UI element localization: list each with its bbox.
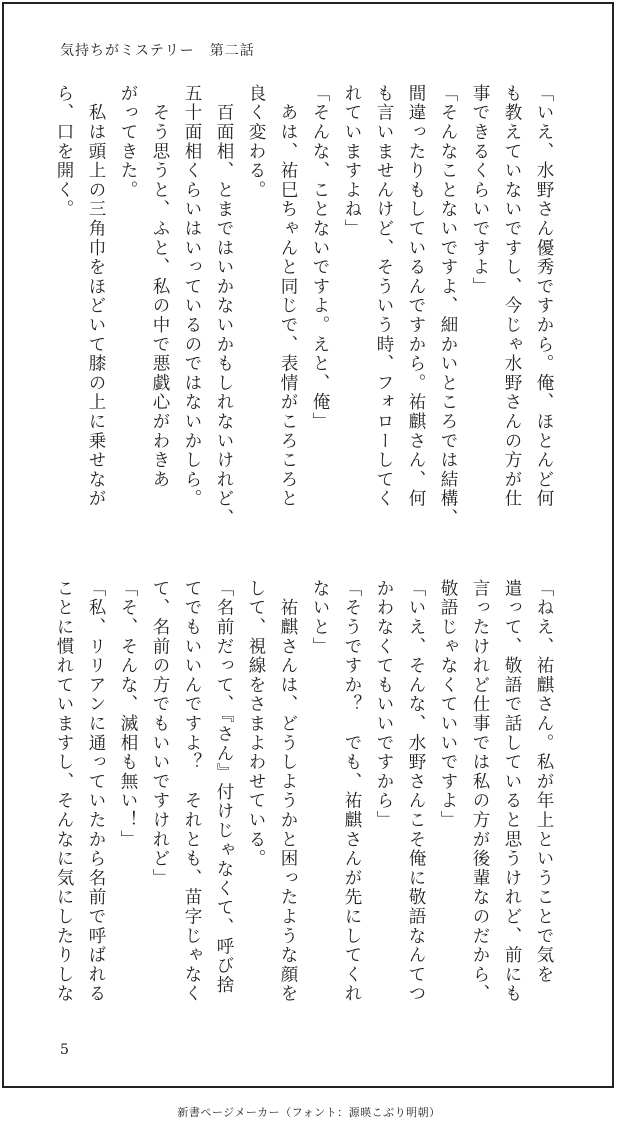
text-line: 「いえ、水野さん優秀ですから。俺、ほとんど何 (534, 84, 554, 509)
text-line: 私は頭上の三角巾をほどいて膝の上に乗せなが (86, 84, 106, 509)
page-number: 5 (60, 1042, 69, 1058)
text-line: れていますよね」 (342, 84, 362, 239)
text-line: 遣って、敬語で話していると思うけれど、前にも (502, 579, 522, 1004)
text-line: あは、祐巳ちゃんと同じで、表情がころころと (278, 84, 298, 509)
lower-text-block (48, 579, 560, 1019)
text-line: てでもいいんですよ？ それとも、苗字じゃなく (182, 579, 202, 1004)
text-line: 良く変わる。 (246, 84, 266, 200)
footer-credit: 新書ページメーカー（フォント：源暎こぶり明朝） (177, 1106, 441, 1119)
text-line: 「そんなことないですよ、細かいところでは結構、 (438, 84, 458, 528)
text-line: 事できるくらいですよ」 (470, 84, 490, 297)
page-frame (2, 2, 614, 1088)
text-line: 五十面相くらいはいっているのではないかしら。 (182, 84, 202, 509)
text-line: も教えていないですし、今じゃ水野さんの方が仕 (502, 84, 522, 509)
text-line: ないと」 (310, 579, 330, 657)
page-title: 気持ちがミステリー 第二話 (60, 43, 255, 59)
text-line: 「私、リリアンに通っていたから名前で呼ばれる (86, 579, 106, 1004)
text-line: 「いえ、そんな、水野さんこそ俺に敬語なんてつ (406, 579, 426, 1004)
text-line: そう思うと、ふと、私の中で悪戯心がわきあ (150, 84, 170, 490)
text-line: ら、口を開く。 (54, 84, 74, 220)
text-line: 百面相、とまではいかないかもしれないけれど、 (214, 84, 234, 528)
text-line: 「そんな、ことないですよ。えと、俺」 (310, 84, 330, 432)
text-line: ことに慣れていますし、そんなに気にしたりしな (54, 579, 74, 1004)
text-line: 敬語じゃなくていいですよ」 (438, 579, 458, 830)
text-line: 祐麒さんは、どうしようかと困ったような顔を (278, 579, 298, 1004)
text-line: 間違ったりもしているんですから。祐麒さん、何 (406, 84, 426, 509)
text-line: 「名前だって、『さん』付けじゃなくて、呼び捨 (214, 579, 234, 995)
text-line: 「そ、そんな、滅相も無い！」 (118, 579, 138, 850)
text-line: 「そうですか？ でも、祐麒さんが先にしてくれ (342, 579, 362, 1004)
upper-text-block (48, 84, 560, 528)
text-line: 「ねえ、祐麒さん。私が年上ということで気を (534, 579, 554, 985)
text-line: 言ったけれど仕事では私の方が後輩なのだから、 (470, 579, 490, 1004)
text-line: も言いませんけど、そういう時、フォローしてく (374, 84, 394, 509)
text-line: がってきた。 (118, 84, 138, 200)
text-line: して、視線をさまよわせている。 (246, 579, 266, 869)
text-line: かわなくてもいいですから」 (374, 579, 394, 830)
text-line: て、名前の方でもいいですけれど」 (150, 579, 170, 888)
